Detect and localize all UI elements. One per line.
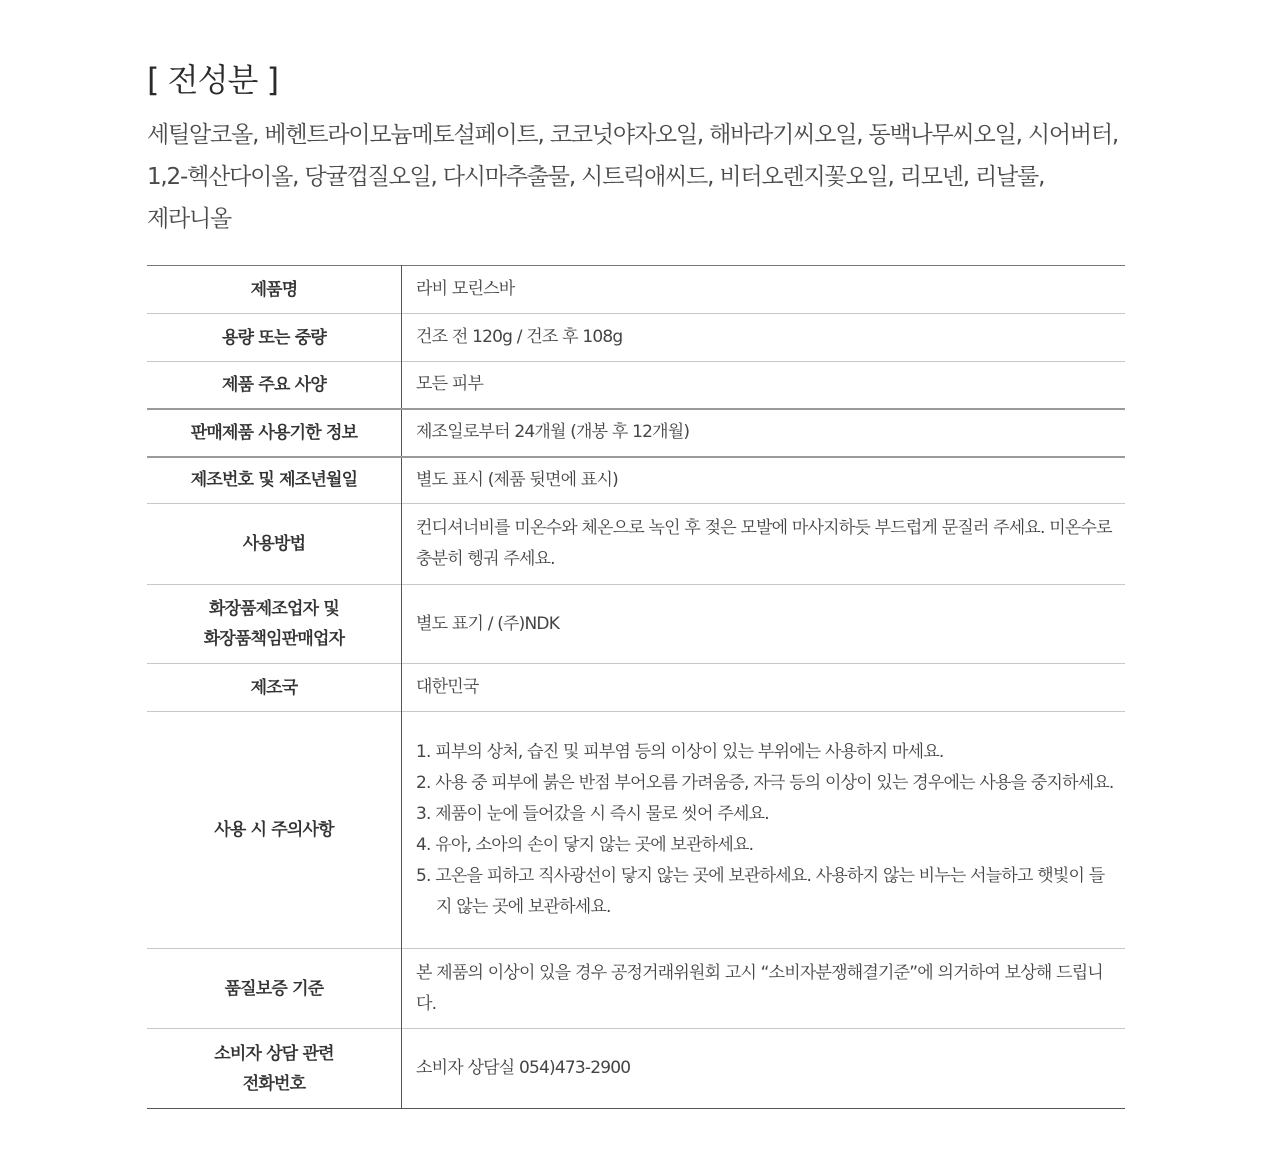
ingredients-text: 세틸알코올, 베헨트라이모늄메토설페이트, 코코넛야자오일, 해바라기씨오일, 동백나무씨오일, 시어버터, 1,2-헥산다이올, 당귤껍질오일, 다시마추출물, 시트릭애씨드, 비터오렌지꽃오일, 리모넨, 리날룰, 제라니올 xyxy=(147,122,1118,232)
row-label-expiry: 판매제품 사용기한 정보 xyxy=(147,409,402,457)
section-title: [ 전성분 ] xyxy=(147,61,279,99)
caution-item-3: 3. 제품이 눈에 들어갔을 시 즉시 물로 씻어 주세요. xyxy=(416,804,769,824)
table-row xyxy=(147,664,1125,712)
manufacturer-label-line1: 화장품제조업자 및 xyxy=(208,599,340,619)
table-row xyxy=(147,362,1125,409)
row-value-country: 대한민국 xyxy=(416,677,479,697)
row-label-contact xyxy=(147,1029,402,1109)
contact-label-line1: 소비자 상담 관련 xyxy=(214,1043,334,1064)
row-value-product-name: 라비 모린스바 xyxy=(416,279,515,299)
row-label-cautions: 사용 시 주의사항 xyxy=(147,712,402,949)
table-row xyxy=(147,457,1125,504)
table-row xyxy=(147,314,1125,362)
row-label-lot: 제조번호 및 제조년월일 xyxy=(147,457,402,504)
contact-label-line2: 전화번호 xyxy=(242,1073,306,1094)
caution-item-4: 4. 유아, 소아의 손이 닿지 않는 곳에 보관하세요. xyxy=(416,835,754,855)
table-row xyxy=(147,712,1125,949)
row-value-usage: 컨디셔너비를 미온수와 체온으로 녹인 후 젖은 모발에 마사지하듯 부드럽게 문질러 주세요. 미온수로 충분히 헹궈 주세요. xyxy=(416,518,1112,569)
caution-item-2: 2. 사용 중 피부에 붉은 반점 부어오름 가려움증, 자극 등의 이상이 있는 경우에는 사용을 중지하세요. xyxy=(416,773,1114,793)
table-row xyxy=(147,949,1125,1029)
caution-item-5: 5. 고온을 피하고 직사광선이 닿지 않는 곳에 보관하세요. 사용하지 않는 비누는 서늘하고 햇빛이 들지 않는 곳에 보관하세요. xyxy=(416,866,1105,917)
row-value-volume: 건조 전 120g / 건조 후 108g xyxy=(416,327,623,347)
row-label-volume: 용량 또는 중량 xyxy=(147,314,402,362)
row-label-country: 제조국 xyxy=(147,664,402,712)
manufacturer-label-line2: 화장품책임판매업자 xyxy=(203,629,345,649)
product-info-table xyxy=(147,265,1125,1109)
table-row xyxy=(147,504,1125,585)
row-value-manufacturer: 별도 표기 / (주)NDK xyxy=(416,613,560,634)
cautions-list xyxy=(416,737,1115,923)
ingredients-section xyxy=(147,58,1125,1094)
row-label-usage: 사용방법 xyxy=(147,504,402,585)
row-value-lot: 별도 표시 (제품 뒷면에 표시) xyxy=(416,469,618,490)
row-value-quality: 본 제품의 이상이 있을 경우 공정거래위원회 고시 “소비자분쟁해결기준”에 의거하여 보상해 드립니다. xyxy=(416,962,1103,1014)
row-label-product-name: 제품명 xyxy=(147,266,402,314)
row-value-cautions xyxy=(402,712,1126,949)
row-label-manufacturer xyxy=(147,585,402,664)
caution-item-1: 1. 피부의 상처, 습진 및 피부염 등의 이상이 있는 부위에는 사용하지 마세요. xyxy=(416,742,944,762)
row-value-contact: 소비자 상담실 054)473-2900 xyxy=(416,1058,631,1078)
row-label-quality: 품질보증 기준 xyxy=(147,949,402,1029)
table-row xyxy=(147,1029,1125,1109)
table-row xyxy=(147,266,1125,314)
row-value-spec: 모든 피부 xyxy=(416,374,484,395)
table-row xyxy=(147,585,1125,664)
table-row xyxy=(147,409,1125,457)
row-value-expiry: 제조일로부터 24개월 (개봉 후 12개월) xyxy=(416,422,690,442)
row-label-spec: 제품 주요 사양 xyxy=(147,362,402,409)
